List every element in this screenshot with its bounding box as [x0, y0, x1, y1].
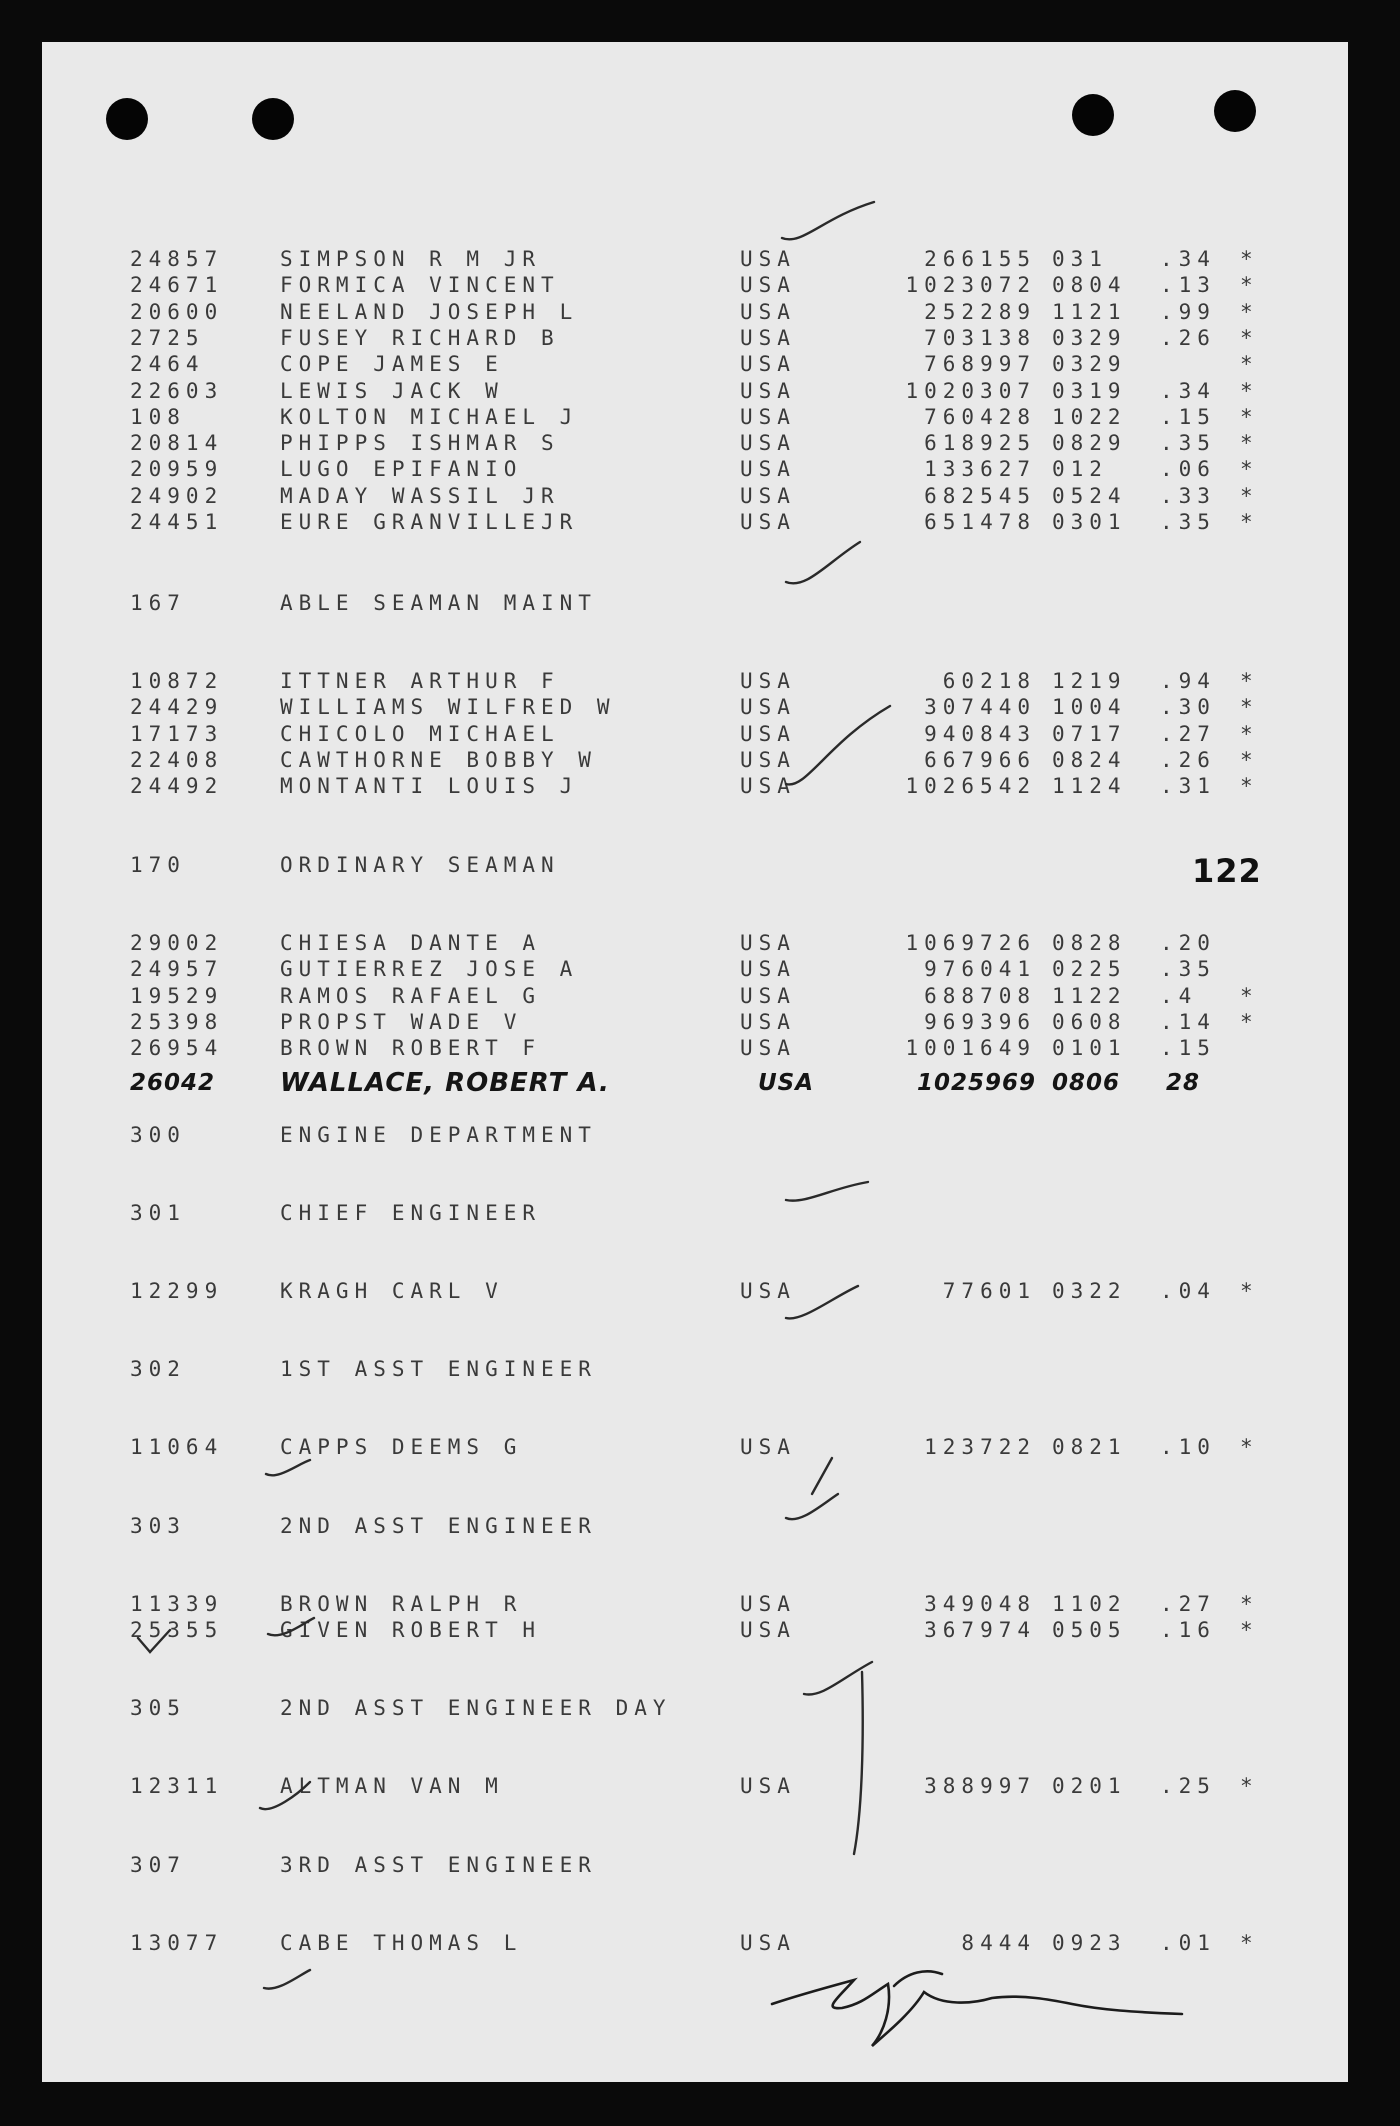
entry-name: NEELAND JOSEPH L: [280, 299, 579, 324]
entry-code: 11339: [130, 1591, 224, 1616]
entry-name: LEWIS JACK W: [280, 378, 504, 403]
entry-code: 24857: [130, 247, 224, 271]
entry-rate: .14: [1160, 1009, 1216, 1034]
entry-flag: *: [1240, 352, 1259, 377]
entry-number: 1001649: [905, 1036, 1036, 1061]
entry-code: 19529: [130, 983, 224, 1008]
section-code: 167: [130, 591, 186, 615]
entry-name: WILLIAMS WILFRED W: [280, 695, 616, 720]
entry-date: 1121: [1052, 299, 1127, 324]
entry-code: 26042: [130, 1070, 216, 1096]
entry-date: 0524: [1052, 483, 1127, 508]
entry-citizenship: USA: [740, 931, 796, 955]
entry-code: 22603: [130, 378, 224, 403]
entry-code: 24957: [130, 957, 224, 982]
entry-date: 0828: [1052, 931, 1127, 955]
entry-rate: .16: [1160, 1617, 1216, 1642]
section-title: 1ST ASST ENGINEER: [280, 1357, 597, 1382]
section-code: 300: [130, 1123, 186, 1147]
entry-number: 768997: [924, 352, 1036, 377]
entry-date: 1219: [1052, 669, 1127, 693]
entry-name: ALTMAN VAN M: [280, 1774, 504, 1799]
entry-date: 1124: [1052, 774, 1127, 799]
entry-citizenship: USA: [740, 1009, 796, 1034]
section-title: 2ND ASST ENGINEER DAY: [280, 1696, 672, 1721]
entry-flag: *: [1240, 721, 1259, 746]
entry-flag: *: [1240, 1930, 1259, 1955]
entry-rate: .13: [1160, 273, 1216, 298]
entry-citizenship: USA: [740, 1036, 796, 1061]
entry-rate: .01: [1160, 1930, 1216, 1955]
entry-number: 252289: [924, 299, 1036, 324]
entry-date: 0201: [1052, 1774, 1127, 1799]
entry-flag: *: [1240, 510, 1259, 534]
entry-number: 618925: [924, 431, 1036, 456]
entry-date: 0804: [1052, 273, 1127, 298]
entry-date: 031: [1052, 247, 1108, 271]
entry-citizenship: USA: [740, 247, 796, 271]
entry-number: 133627: [924, 457, 1036, 482]
entry-date: 1122: [1052, 983, 1127, 1008]
entry-rate: .26: [1160, 325, 1216, 350]
section-code: 307: [130, 1852, 186, 1877]
entry-flag: *: [1240, 273, 1259, 298]
entry-number: 266155: [924, 247, 1036, 271]
entry-number: 940843: [924, 721, 1036, 746]
entry-date: 0301: [1052, 510, 1127, 534]
entry-name: BROWN RALPH R: [280, 1591, 523, 1616]
entry-name: COPE JAMES E: [280, 352, 504, 377]
entry-name: FUSEY RICHARD B: [280, 325, 560, 350]
entry-name: PROPST WADE V: [280, 1009, 523, 1034]
section-title: 3RD ASST ENGINEER: [280, 1852, 597, 1877]
entry-number: 667966: [924, 747, 1036, 772]
entry-code: 24902: [130, 483, 224, 508]
entry-rate: .04: [1160, 1279, 1216, 1303]
entry-number: 1025969: [916, 1070, 1036, 1096]
entry-citizenship: USA: [740, 457, 796, 482]
entry-flag: *: [1240, 325, 1259, 350]
entry-code: 25398: [130, 1009, 224, 1034]
entry-rate: .15: [1160, 404, 1216, 429]
entry-code: 10872: [130, 669, 224, 693]
entry-date: 1022: [1052, 404, 1127, 429]
entry-name: EURE GRANVILLEJR: [280, 510, 579, 534]
entry-rate: .99: [1160, 299, 1216, 324]
entry-citizenship: USA: [740, 1930, 796, 1955]
entry-number: 367974: [924, 1617, 1036, 1642]
entry-citizenship: USA: [740, 510, 796, 534]
entry-date: 0608: [1052, 1009, 1127, 1034]
entry-number: 307440: [924, 695, 1036, 720]
entry-code: 11064: [130, 1435, 224, 1460]
entry-rate: .20: [1160, 931, 1216, 955]
section-code: 303: [130, 1513, 186, 1538]
entry-flag: *: [1240, 695, 1259, 720]
entry-code: 24429: [130, 695, 224, 720]
entry-citizenship: USA: [740, 1435, 796, 1460]
entry-name: ITTNER ARTHUR F: [280, 669, 560, 693]
entry-citizenship: USA: [740, 695, 796, 720]
entry-flag: *: [1240, 404, 1259, 429]
entry-code: 24451: [130, 510, 224, 534]
entry-citizenship: USA: [740, 983, 796, 1008]
entry-name: LUGO EPIFANIO: [280, 457, 523, 482]
entry-citizenship: USA: [740, 378, 796, 403]
entry-name: CAWTHORNE BOBBY W: [280, 747, 597, 772]
entry-name: KOLTON MICHAEL J: [280, 404, 579, 429]
entry-number: 1020307: [905, 378, 1036, 403]
entry-rate: .15: [1160, 1036, 1216, 1061]
entry-rate: .4: [1160, 983, 1198, 1008]
entry-flag: *: [1240, 378, 1259, 403]
entry-number: 682545: [924, 483, 1036, 508]
entry-name: GUTIERREZ JOSE A: [280, 957, 579, 982]
entry-name: CAPPS DEEMS G: [280, 1435, 523, 1460]
entry-date: 0923: [1052, 1930, 1127, 1955]
entry-rate: .35: [1160, 431, 1216, 456]
entry-number: 976041: [924, 957, 1036, 982]
entry-citizenship: USA: [740, 747, 796, 772]
entry-name: RAMOS RAFAEL G: [280, 983, 542, 1008]
entry-citizenship: USA: [740, 325, 796, 350]
entry-rate: .35: [1160, 957, 1216, 982]
entry-number: 60218: [942, 669, 1036, 693]
entry-citizenship: USA: [740, 774, 796, 799]
entry-name: CABE THOMAS L: [280, 1930, 523, 1955]
entry-code: 29002: [130, 931, 224, 955]
section-title: ENGINE DEPARTMENT: [280, 1123, 597, 1147]
entry-name: PHIPPS ISHMAR S: [280, 431, 560, 456]
entry-date: 0829: [1052, 431, 1127, 456]
entry-flag: *: [1240, 774, 1259, 799]
entry-rate: .27: [1160, 721, 1216, 746]
entry-rate: .26: [1160, 747, 1216, 772]
entry-code: 2725: [130, 325, 205, 350]
entry-name: CHICOLO MICHAEL: [280, 721, 560, 746]
entry-rate: .06: [1160, 457, 1216, 482]
entry-rate: .34: [1160, 247, 1216, 271]
entry-date: 0101: [1052, 1036, 1127, 1061]
entry-flag: *: [1240, 483, 1259, 508]
entry-rate: .31: [1160, 774, 1216, 799]
entry-date: 0322: [1052, 1279, 1127, 1303]
entry-date: 0329: [1052, 325, 1127, 350]
entry-code: 12299: [130, 1279, 224, 1303]
entry-flag: *: [1240, 1435, 1259, 1460]
entry-code: 13077: [130, 1930, 224, 1955]
entry-date: 0824: [1052, 747, 1127, 772]
entry-number: 651478: [924, 510, 1036, 534]
section-code: 302: [130, 1357, 186, 1382]
section-code: 301: [130, 1201, 186, 1225]
entry-rate: .10: [1160, 1435, 1216, 1460]
entry-rate: .27: [1160, 1591, 1216, 1616]
entry-code: 24492: [130, 774, 224, 799]
entry-citizenship: USA: [740, 273, 796, 298]
section-title: ABLE SEAMAN MAINT: [280, 591, 597, 615]
section-title: 2ND ASST ENGINEER: [280, 1513, 597, 1538]
entry-citizenship: USA: [740, 1774, 796, 1799]
entry-flag: *: [1240, 247, 1259, 271]
entry-flag: *: [1240, 1617, 1259, 1642]
entry-citizenship: USA: [740, 404, 796, 429]
entry-citizenship: USA: [740, 1591, 796, 1616]
entry-rate: 28: [1166, 1070, 1201, 1096]
entry-rate: .34: [1160, 378, 1216, 403]
entry-code: 26954: [130, 1036, 224, 1061]
entry-number: 8444: [961, 1930, 1036, 1955]
entry-code: 22408: [130, 747, 224, 772]
entry-code: 20814: [130, 431, 224, 456]
entry-date: 0329: [1052, 352, 1127, 377]
entry-rate: .35: [1160, 510, 1216, 534]
entry-citizenship: USA: [758, 1070, 815, 1096]
entry-flag: *: [1240, 1774, 1259, 1799]
entry-citizenship: USA: [740, 431, 796, 456]
entry-number: 969396: [924, 1009, 1036, 1034]
entry-citizenship: USA: [740, 669, 796, 693]
entry-rate: .33: [1160, 483, 1216, 508]
entry-name: WALLACE, ROBERT A.: [280, 1068, 610, 1098]
entry-flag: *: [1240, 669, 1259, 693]
entry-flag: *: [1240, 1279, 1259, 1303]
entry-date: 0806: [1052, 1070, 1121, 1096]
entry-date: 0225: [1052, 957, 1127, 982]
entry-name: GIVEN ROBERT H: [280, 1617, 542, 1642]
entry-flag: *: [1240, 1591, 1259, 1616]
section-code: 305: [130, 1696, 186, 1721]
entry-number: 1023072: [905, 273, 1036, 298]
section-title: ORDINARY SEAMAN: [280, 853, 560, 877]
entry-name: MONTANTI LOUIS J: [280, 774, 579, 799]
entry-code: 24671: [130, 273, 224, 298]
entry-number: 760428: [924, 404, 1036, 429]
entry-citizenship: USA: [740, 957, 796, 982]
entry-rate: .30: [1160, 695, 1216, 720]
entry-name: KRAGH CARL V: [280, 1279, 504, 1303]
entry-code: 20600: [130, 299, 224, 324]
entry-name: CHIESA DANTE A: [280, 931, 542, 955]
entry-date: 0319: [1052, 378, 1127, 403]
entry-code: 108: [130, 404, 186, 429]
entry-flag: *: [1240, 1009, 1259, 1034]
entry-number: 349048: [924, 1591, 1036, 1616]
entry-date: 012: [1052, 457, 1108, 482]
entry-number: 1026542: [905, 774, 1036, 799]
entry-code: 2464: [130, 352, 205, 377]
section-code: 170: [130, 853, 186, 877]
entry-rate: .25: [1160, 1774, 1216, 1799]
checkmark-marks: [42, 42, 1348, 2082]
entry-date: 1004: [1052, 695, 1127, 720]
entry-citizenship: USA: [740, 1279, 796, 1303]
entry-rate: .94: [1160, 669, 1216, 693]
entry-number: 688708: [924, 983, 1036, 1008]
entry-flag: *: [1240, 457, 1259, 482]
entry-code: 25355: [130, 1617, 224, 1642]
entry-name: SIMPSON R M JR: [280, 247, 542, 271]
entry-code: 12311: [130, 1774, 224, 1799]
entry-flag: *: [1240, 747, 1259, 772]
entry-date: 0717: [1052, 721, 1127, 746]
entry-number: 1069726: [905, 931, 1036, 955]
entry-citizenship: USA: [740, 1617, 796, 1642]
entry-number: 388997: [924, 1774, 1036, 1799]
entry-code: 17173: [130, 721, 224, 746]
entry-name: BROWN ROBERT F: [280, 1036, 542, 1061]
entry-name: MADAY WASSIL JR: [280, 483, 560, 508]
section-title: CHIEF ENGINEER: [280, 1201, 542, 1225]
entry-citizenship: USA: [740, 483, 796, 508]
entry-flag: *: [1240, 299, 1259, 324]
entry-citizenship: USA: [740, 721, 796, 746]
document-page: [42, 42, 1348, 2082]
entry-date: 0821: [1052, 1435, 1127, 1460]
entry-date: 1102: [1052, 1591, 1127, 1616]
page-number: 122: [1192, 852, 1262, 890]
entry-flag: *: [1240, 983, 1259, 1008]
entry-code: 20959: [130, 457, 224, 482]
entry-number: 123722: [924, 1435, 1036, 1460]
entry-citizenship: USA: [740, 352, 796, 377]
entry-date: 0505: [1052, 1617, 1127, 1642]
entry-name: FORMICA VINCENT: [280, 273, 560, 298]
entry-number: 703138: [924, 325, 1036, 350]
entry-citizenship: USA: [740, 299, 796, 324]
entry-number: 77601: [942, 1279, 1036, 1303]
entry-flag: *: [1240, 431, 1259, 456]
